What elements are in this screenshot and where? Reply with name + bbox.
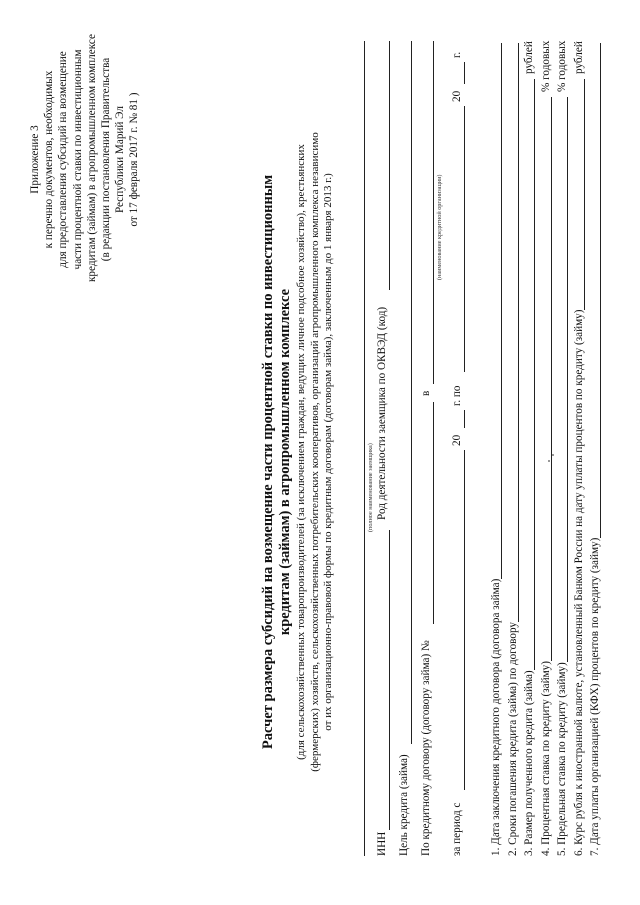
- appendix-line: части процентной ставки по инвестиционным: [71, 49, 84, 270]
- creditor-field[interactable]: [433, 41, 434, 384]
- item-unit: рублей: [523, 41, 535, 74]
- item-label: 1. Дата заключения кредитного договора (договора займа): [490, 578, 502, 856]
- period-year-prefix: 20: [451, 434, 463, 446]
- list-item: [589, 41, 601, 856]
- appendix-line: (в редакции постановления Правительства: [100, 57, 113, 262]
- appendix-line: кредитам (займам) в агропромышленном комплексе: [85, 34, 98, 282]
- credit-purpose-field[interactable]: [411, 41, 412, 744]
- period-end-year-field[interactable]: [464, 62, 465, 84]
- list-item: [540, 41, 552, 856]
- item-value-field[interactable]: [556, 97, 568, 662]
- list-item: [573, 41, 585, 856]
- subtitle-line: от их организационно-правовой формы по кредитным договорам (договорам займа), заключенным до 1 января 2013 г.): [322, 173, 335, 731]
- okved-field[interactable]: [389, 41, 390, 290]
- title-line: кредитам (займам) в агропромышленном комплексе: [277, 288, 293, 636]
- period-end-field[interactable]: [464, 106, 465, 372]
- appendix-line: Приложение 3: [29, 125, 41, 194]
- item-label: 5. Предельная ставка по кредиту (займу): [556, 662, 568, 856]
- scan-speck: [552, 454, 554, 456]
- contract-number-field[interactable]: [433, 402, 434, 624]
- period-to-label: г. по: [451, 385, 463, 406]
- item-value-field[interactable]: [490, 43, 502, 579]
- borrower-name-line[interactable]: [364, 41, 365, 856]
- item-label: 2. Сроки погашения кредита (займа) по договору: [506, 622, 519, 856]
- period-year-prefix-2: 20: [451, 90, 463, 102]
- scan-speck: [548, 460, 550, 462]
- subtitle-line: (фермерских) хозяйств, сельскохозяйственных потребительских кооперативов, организаций агропромышленного комплекса независимо: [308, 132, 321, 772]
- borrower-name-caption: (полное наименование заемщика): [367, 443, 374, 532]
- period-label: за период с: [451, 802, 463, 856]
- title-line: Расчет размера субсидий на возмещение части процентной ставки по инвестиционным: [260, 174, 276, 750]
- appendix-line: от 17 февраля 2017 г. № 81 ): [128, 92, 141, 227]
- inn-label: ИНН: [376, 831, 388, 856]
- item-unit: % годовых: [556, 40, 568, 92]
- appendix-line: для предоставления субсидий на возмещение: [57, 51, 70, 268]
- list-item: [490, 41, 502, 856]
- subtitle-line: (для сельскохозяйственных товаропроизводителей (за исключением граждан, ведущих личное подсобное хозяйство), крестьянских: [295, 144, 307, 760]
- item-value-field[interactable]: [573, 79, 585, 310]
- item-value-field[interactable]: [589, 43, 601, 538]
- list-item: [556, 41, 568, 856]
- item-unit: рублей: [572, 41, 585, 74]
- in-label: в: [420, 390, 432, 396]
- item-unit: % годовых: [539, 40, 552, 92]
- inn-field[interactable]: [389, 530, 390, 830]
- appendix-line: Республики Марий Эл: [114, 105, 127, 214]
- contract-label: По кредитному договору (договору займа) №: [420, 640, 432, 856]
- item-label: 4. Процентная ставка по кредиту (займу): [539, 661, 552, 856]
- item-label: 6. Курс рубля к иностранной валюте, установленный Банком России на дату уплаты процентов по кредиту (займу): [572, 309, 585, 856]
- item-label: 3. Размер полученного кредита (займа): [523, 670, 535, 856]
- list-item: [507, 41, 519, 856]
- item-value-field[interactable]: [540, 97, 552, 661]
- credit-purpose-label: Цель кредита (займа): [398, 754, 410, 856]
- period-year-suffix: г.: [451, 51, 463, 58]
- period-start-year-field[interactable]: [464, 410, 465, 428]
- list-item: [523, 41, 535, 856]
- period-start-field[interactable]: [464, 450, 465, 790]
- item-value-field[interactable]: [507, 43, 519, 622]
- document-title: [260, 72, 294, 852]
- okved-label: Род деятельности заемщика по ОКВЭД (код): [376, 306, 388, 520]
- item-label: 7. Дата уплаты организацией (КФХ) процентов по кредиту (займу): [589, 537, 601, 856]
- item-value-field[interactable]: [523, 79, 535, 670]
- appendix-line: к перечню документов, необходимых: [43, 70, 56, 249]
- appendix-header: [28, 34, 142, 282]
- document-subtitle: [295, 32, 336, 872]
- document-page: [10, 12, 630, 892]
- creditor-caption: (наименование кредитной организации): [436, 174, 443, 280]
